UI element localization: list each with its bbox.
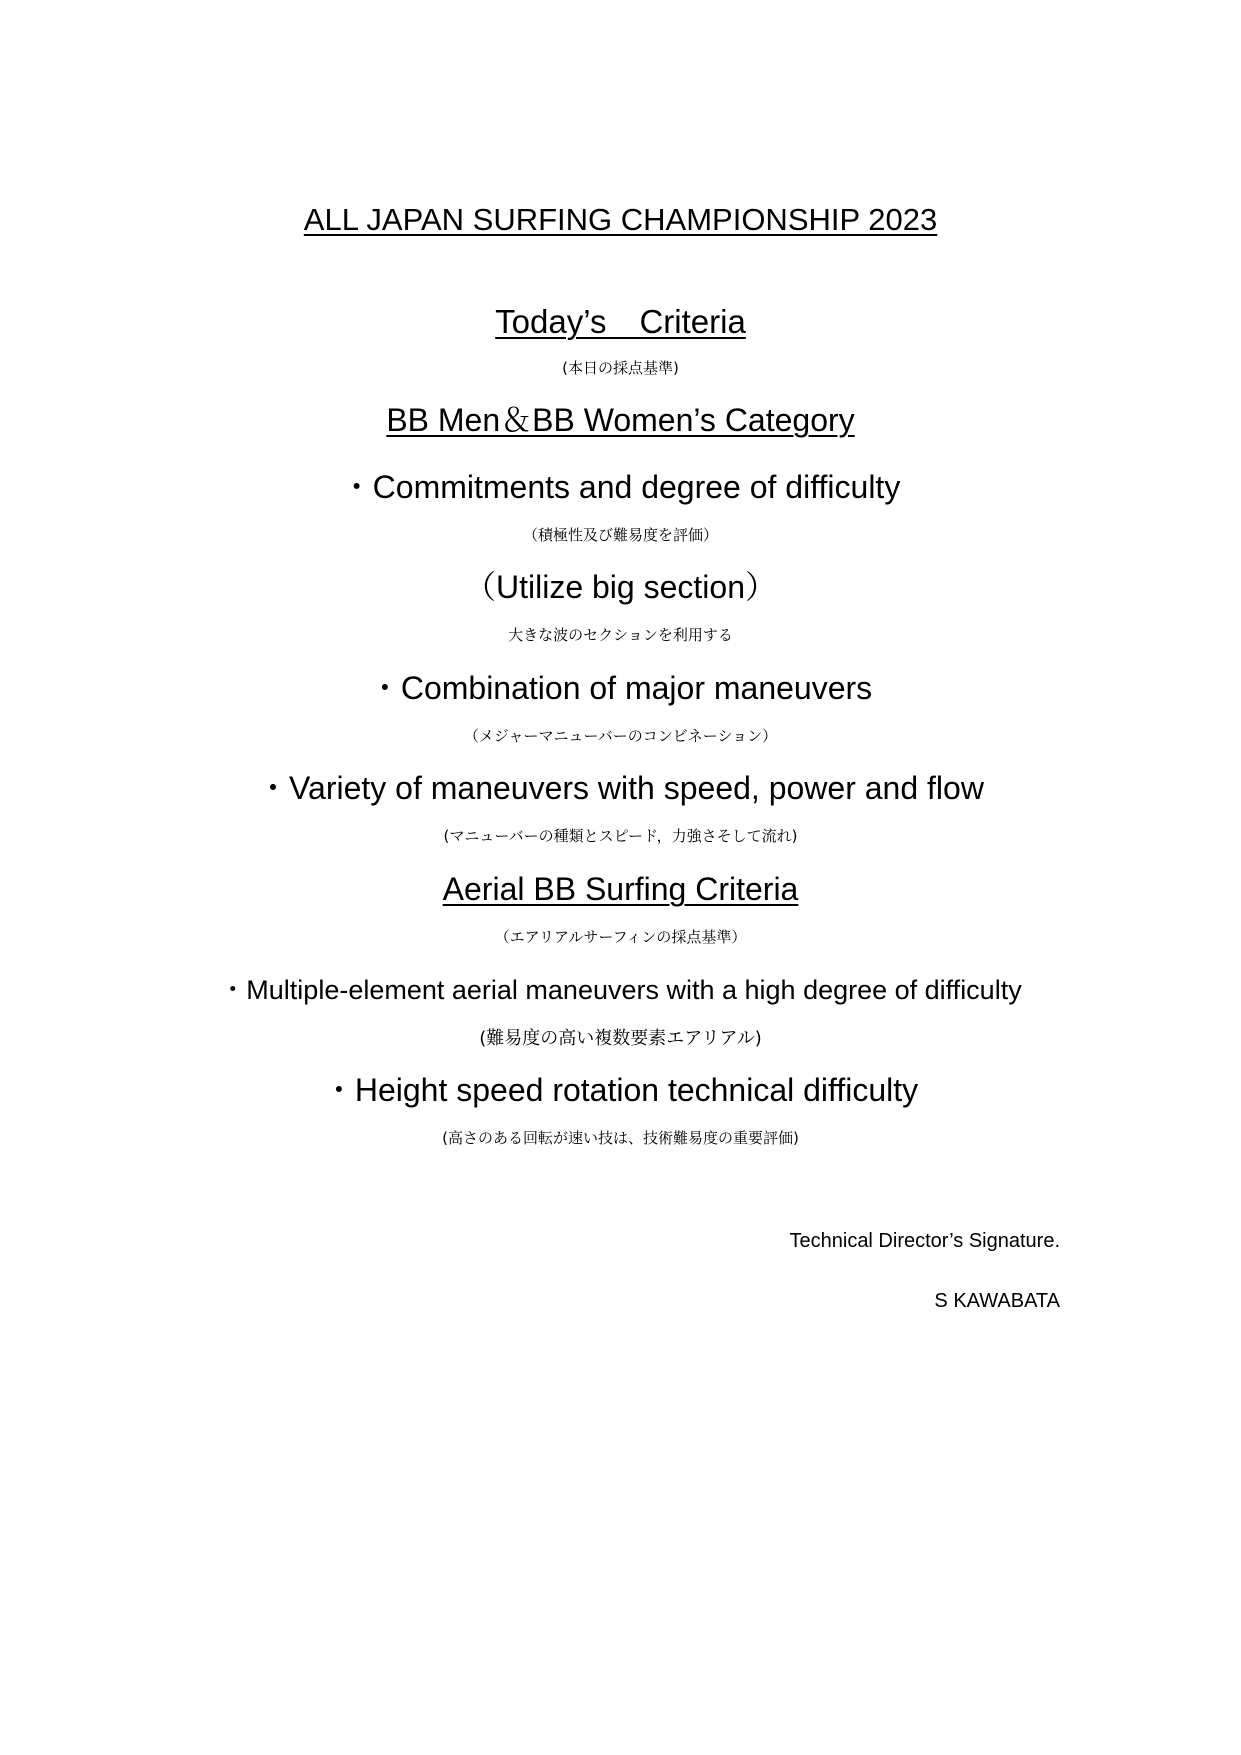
criteria-item: ・Combination of major maneuvers [368,670,873,706]
aerial-item: ・Multiple-element aerial maneuvers with a high degree of difficulty [219,975,1022,1005]
criteria-heading-jp: (本日の採点基準) [562,359,679,377]
aerial-heading-jp: （エアリアルサーフィンの採点基準） [494,928,747,946]
criteria-item-jp: (マニューバーの種類とスピード，力強さそして流れ) [443,827,798,845]
aerial-item-jp: (難易度の高い複数要素エアリアル) [479,1028,762,1049]
signature-name: S KAWABATA [934,1290,1060,1312]
criteria-item: （Utilize big section） [463,569,777,605]
criteria-item: ・Variety of maneuvers with speed, power and flow [257,770,984,806]
criteria-heading: Today’s Criteria [495,303,746,340]
aerial-heading: Aerial BB Surfing Criteria [442,871,799,907]
criteria-item-jp: （メジャーマニューバーのコンビネーション） [463,727,778,745]
aerial-item-jp: (高さのある回転が速い技は、技術難易度の重要評価) [442,1129,799,1147]
aerial-item: ・Height speed rotation technical difficulty [322,1072,919,1108]
criteria-item-jp: 大きな波のセクションを利用する [508,626,733,644]
signature-label: Technical Director’s Signature. [789,1230,1060,1252]
criteria-item-jp: （積極性及び難易度を評価） [522,526,718,544]
category-heading: BB Men＆BB Women’s Category [386,402,855,438]
criteria-item: ・Commitments and degree of difficulty [340,469,901,505]
page-title: ALL JAPAN SURFING CHAMPIONSHIP 2023 [303,202,938,237]
